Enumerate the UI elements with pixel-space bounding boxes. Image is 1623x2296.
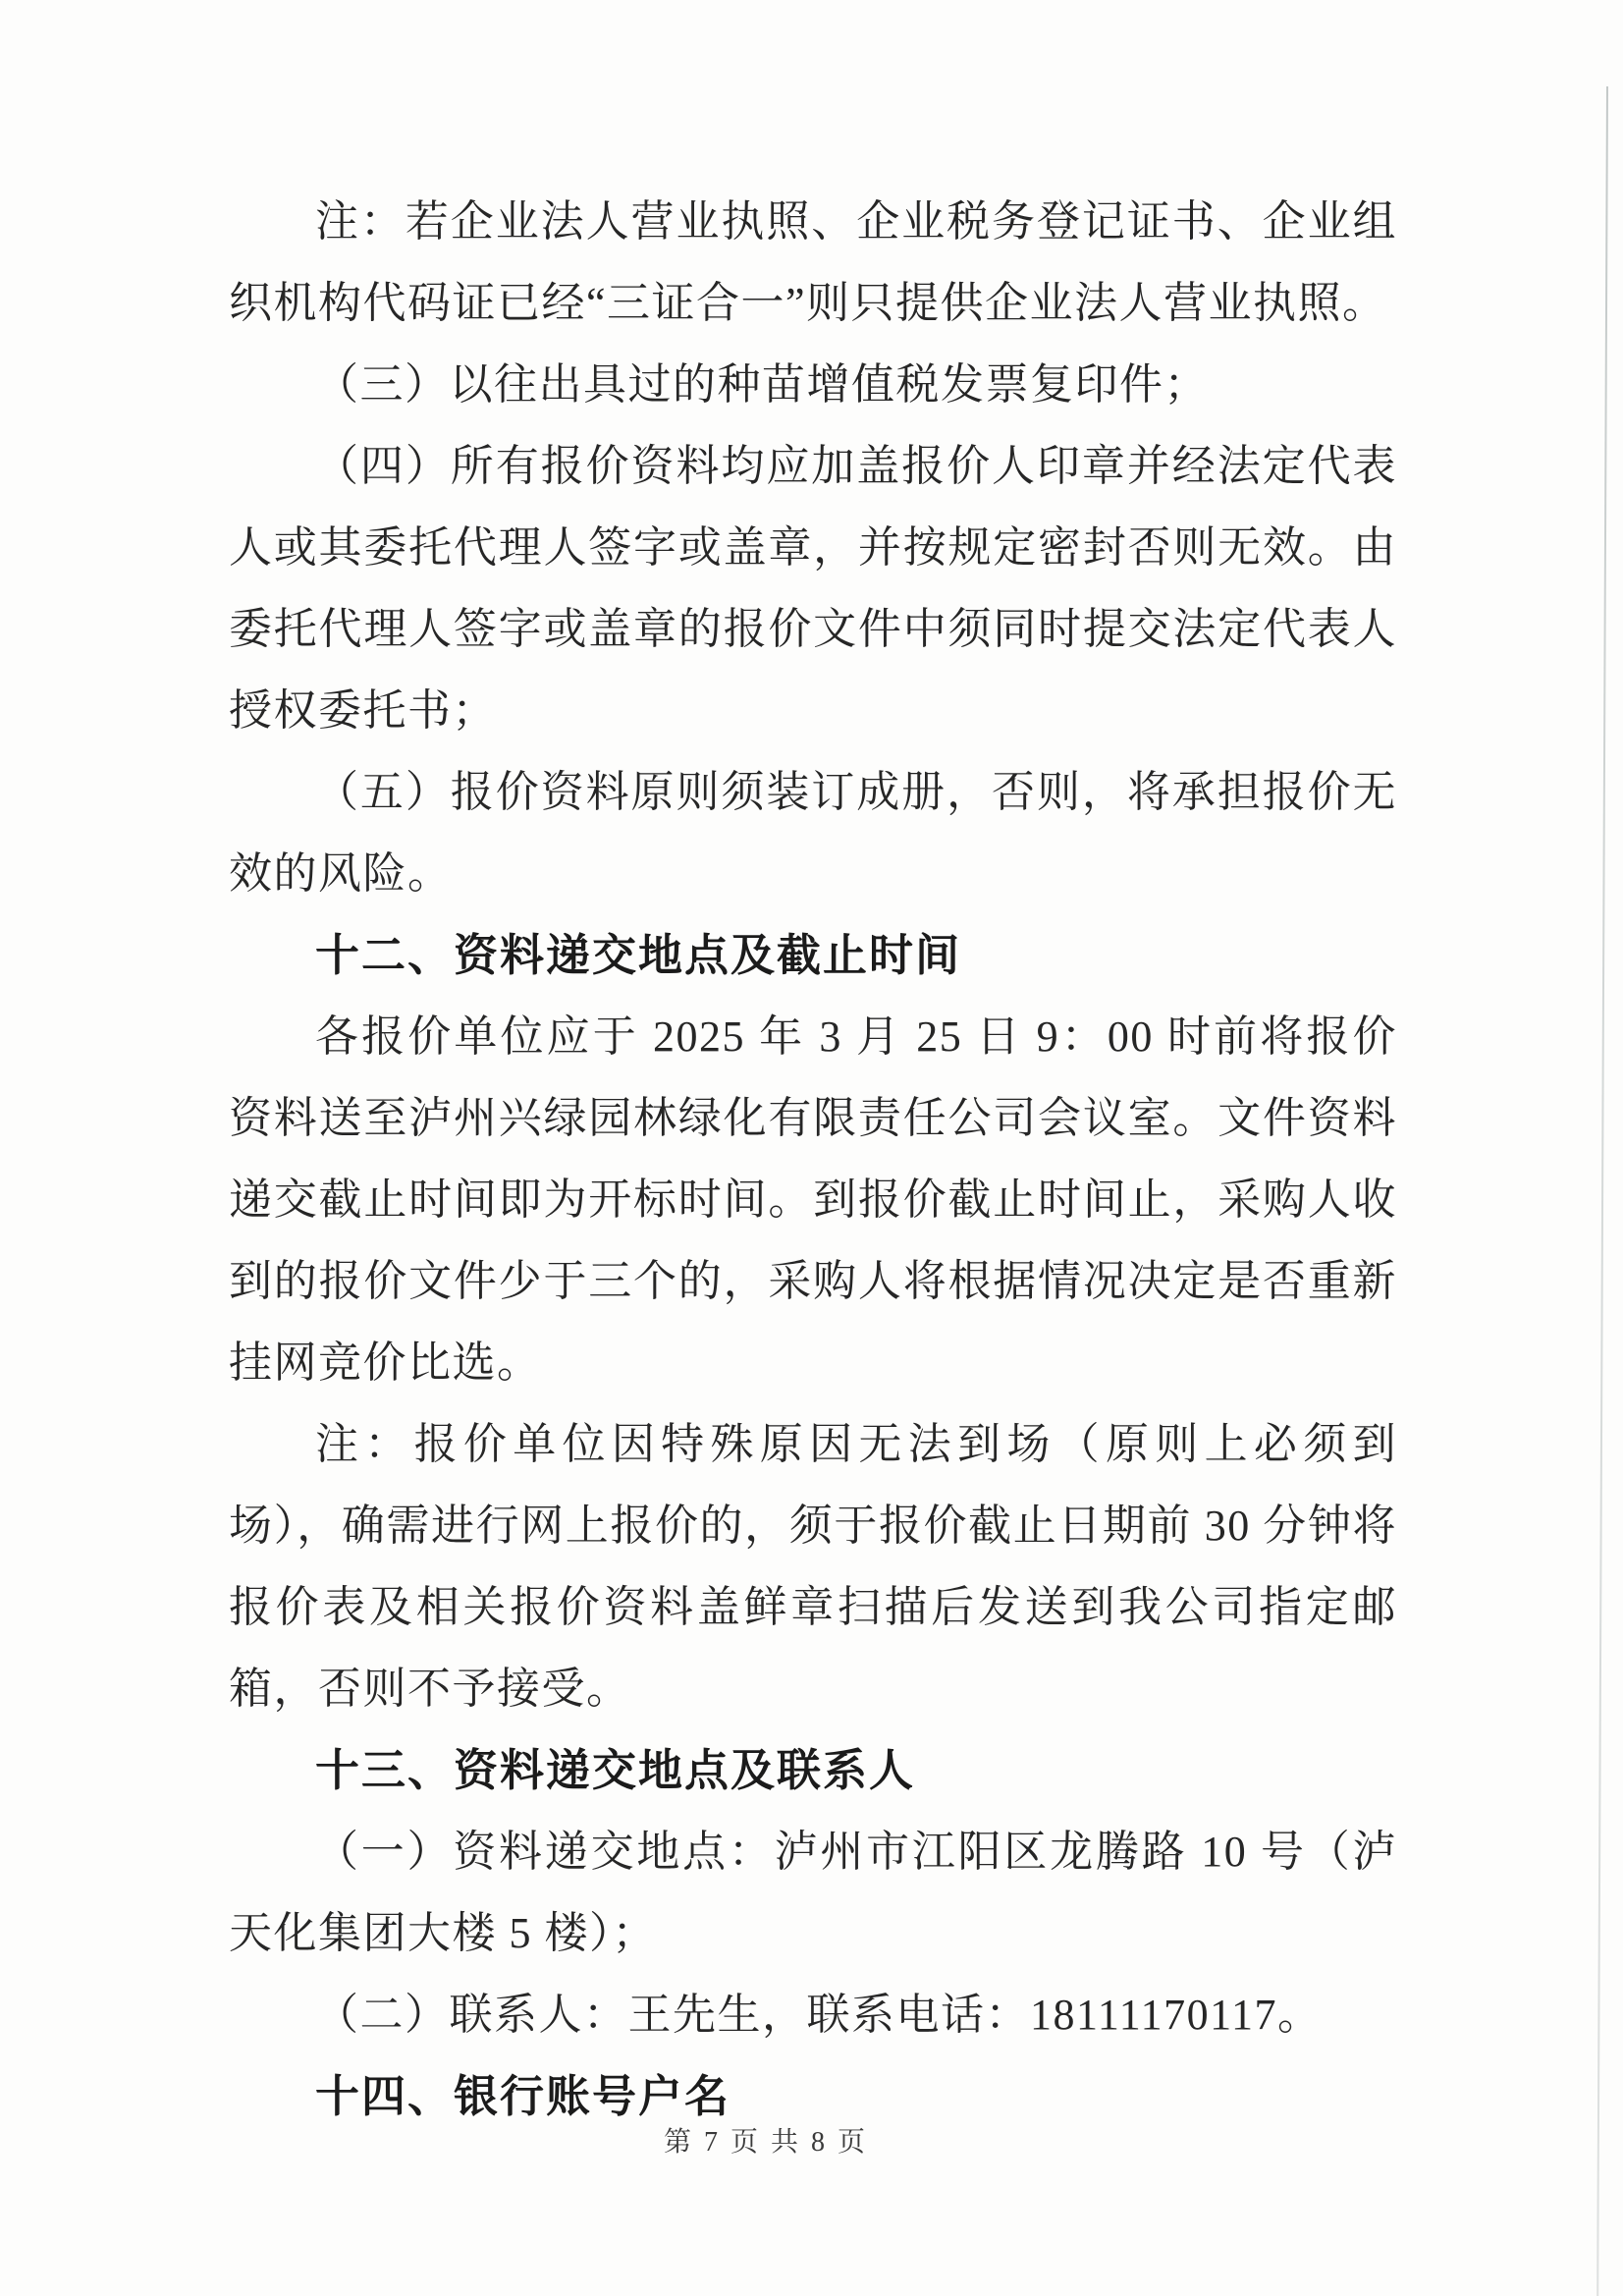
scan-artifact-line [1596, 86, 1608, 2296]
section-heading-13-contact: 十三、资料递交地点及联系人 [315, 1745, 916, 1795]
item-4-paragraph: （四）所有报价资料均应加盖报价人印章并经法定代表人或其委托代理人签字或盖章，并按规定密封否则无效。由委托代理人签字或盖章的报价文件中须同时提交法定代表人授权委托书； [229, 442, 1397, 735]
submission-address-paragraph: （一）资料递交地点：泸州市江阳区龙腾路 10 号（泸天化集团大楼 5 楼）； [229, 1828, 1397, 1957]
section-heading-12-submission-deadline: 十二、资料递交地点及截止时间 [315, 930, 962, 980]
section-heading-14-bank-account: 十四、银行账号户名 [315, 2071, 731, 2121]
item-3-paragraph: （三）以往出具过的种苗增值税发票复印件； [315, 360, 1209, 409]
online-quote-note-paragraph: 注：报价单位因特殊原因无法到场（原则上必须到场），确需进行网上报价的，须于报价截止日期前 30 分钟将报价表及相关报价资料盖鲜章扫描后发送到我公司指定邮箱，否则不予接受。 [229, 1420, 1397, 1713]
page-footer [0, 2123, 1532, 2162]
page-number: 第 7 页 共 8 页 [663, 2127, 868, 2158]
contact-person-paragraph: （二）联系人：王先生，联系电话：18111170117。 [315, 1991, 1323, 2039]
document-body [229, 181, 1397, 2137]
deadline-paragraph: 各报价单位应于 2025 年 3 月 25 日 9：00 时前将报价资料送至泸州兴绿园林绿化有限责任公司会议室。文件资料递交截止时间即为开标时间。到报价截止时间止，采购人收到的报价文件少于三个的，采购人将根据情况决定是否重新挂网竞价比选。 [229, 1012, 1397, 1387]
item-5-paragraph: （五）报价资料原则须装订成册，否则，将承担报价无效的风险。 [229, 768, 1397, 898]
note-paragraph-three-in-one: 注：若企业法人营业执照、企业税务登记证书、企业组织机构代码证已经“三证合一”则只提供企业法人营业执照。 [229, 197, 1397, 327]
